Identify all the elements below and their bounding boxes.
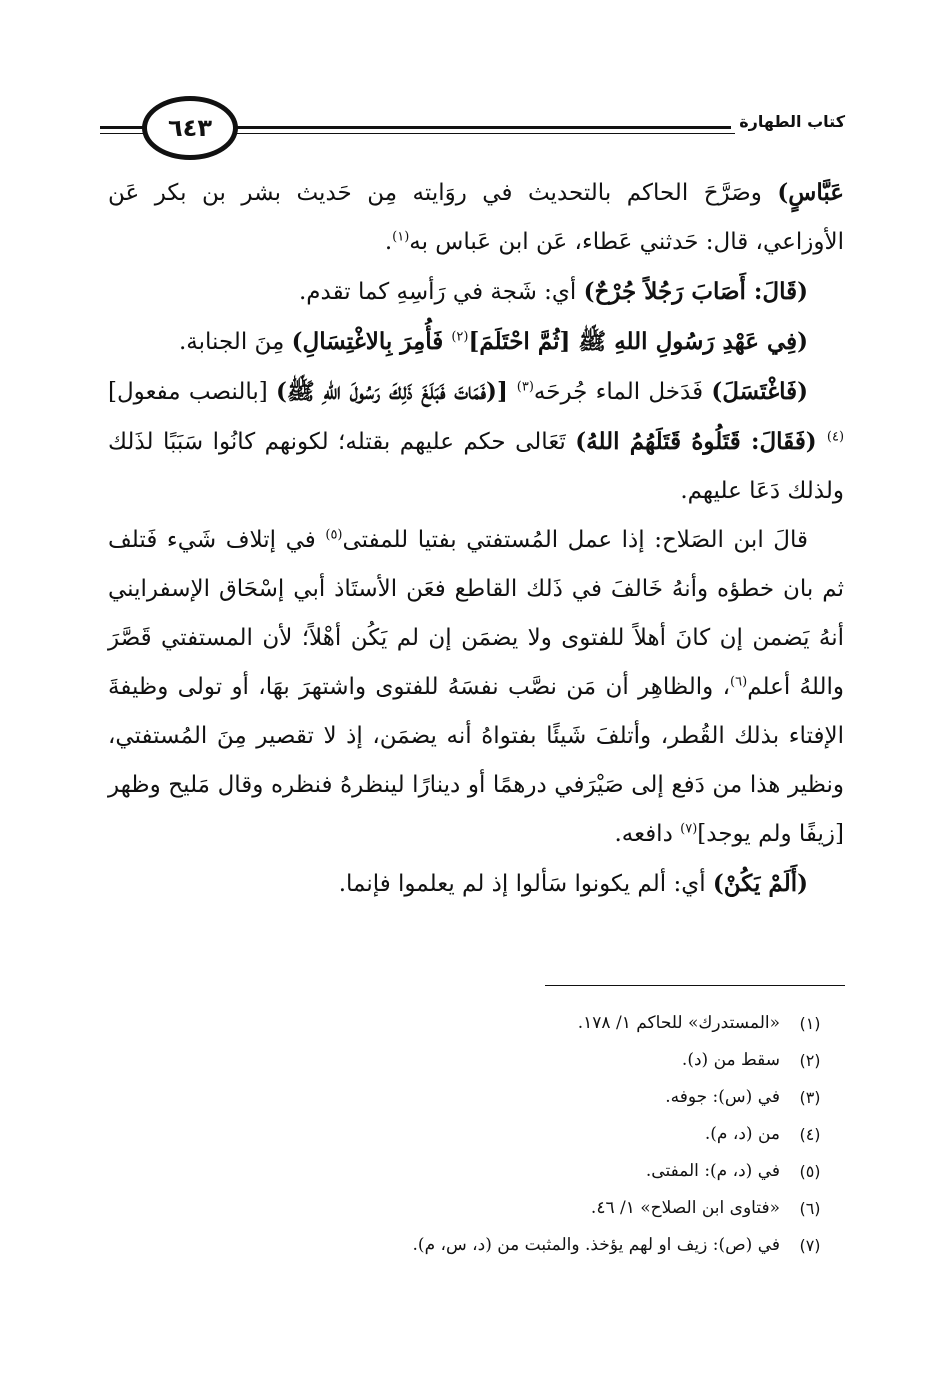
footnote-text: «فتاوى ابن الصلاح» ١/ ٤٦. [590, 1198, 780, 1218]
text-span: فَدَخل الماء جُرحَه [533, 379, 712, 405]
text-bold: (فَاغْتَسَلَ) [711, 378, 808, 405]
page-header [100, 92, 845, 172]
footnote-item [108, 1005, 828, 1042]
text-span: مِنَ الجنابة. [178, 329, 292, 355]
running-title: كتاب الطهارة [731, 112, 845, 131]
footnote-ref: (٣) [516, 379, 534, 395]
text-span: أي: ألم يكونوا سَألوا إذ لم يعلموا فإنما. [338, 871, 713, 897]
text-bold: (قَالَ: أَصَابَ رَجُلاً جُرْحٌ) [583, 278, 808, 305]
footnote-number: (٧) [799, 1236, 821, 1255]
page-number-frame [142, 96, 238, 160]
text-bold: [(فَمَاتَ فَبَلَغَ ذَلِكَ رَسُولَ اللهِ ﷺ) [275, 378, 517, 405]
text-bold: (أَلَمْ يَكُنْ) [712, 870, 808, 897]
footnote-item [108, 1042, 828, 1079]
text-span: . [384, 229, 393, 255]
text-span: قالَ ابن الصَلاح: إذا عمل المُستفتي بفتيا للمفتى [342, 527, 808, 553]
paragraph-5 [108, 516, 844, 859]
footnote-item [108, 1116, 828, 1153]
footnote-ref: (٥) [325, 527, 343, 543]
footnote-number: (٣) [799, 1088, 821, 1107]
footnote-text: سقط من (د). [681, 1050, 780, 1070]
footnote-number: (١) [799, 1014, 821, 1033]
footnote-text: «المستدرك» للحاكم ١/ ١٧٨. [577, 1013, 780, 1033]
footnote-ref: (١) [392, 229, 410, 245]
footnote-separator [545, 985, 845, 986]
footnote-text: من (د، م). [704, 1124, 780, 1144]
text-bold: فَأُمِرَ بِالاغْتِسَالِ) [291, 328, 452, 355]
page-number: ٦٤٣ [168, 114, 212, 142]
footnote-number: (٦) [799, 1199, 821, 1218]
footnote-text: في (س): جوفه. [665, 1087, 780, 1107]
footnote-text: في (د، م): المفتى. [645, 1161, 780, 1181]
text-bold: عَبَّاسٍ) [777, 179, 844, 206]
footnote-ref: (٦) [730, 674, 748, 690]
footnote-item [108, 1153, 828, 1190]
footnote-number: (٤) [799, 1125, 821, 1144]
main-text [108, 168, 844, 909]
paragraph-2 [108, 267, 844, 317]
paragraph-1 [108, 168, 844, 267]
footnote-item [108, 1079, 828, 1116]
text-bold: (فِي عَهْدِ رَسُولِ اللهِ ﷺ [578, 328, 808, 355]
text-span: ، والظاهِر أن مَن نصَّب نفسَهُ للفتوى واشتهرَ بهَا، أو تولى وظيفةَ الإفتاء بذلك القُطر، وأتلفَ شَيئًا بفتواهُ أنه يضمَن، إذ لا تقصير مِنَ المُستفتي، ونظير هذا من دَفع إلى صَيْرَفي درهمًا أو دينارًا لينظرهُ فنظره وقال مَليح وظهر [زيفًا ولم يوجد] [108, 674, 844, 847]
footnotes [108, 1005, 828, 1264]
footnote-text: في (ص): زيف او لهم يؤخذ. والمثبت من (د، س، م). [412, 1235, 780, 1255]
paragraph-3 [108, 317, 844, 367]
paragraph-6 [108, 859, 844, 909]
text-span: تَعَالى حكم عليهم بقتله؛ لكونهم كانُوا سَبَبًا لذَلك ولذلك دَعَا عليهم. [108, 429, 844, 504]
text-span: [بالنصب مفعول] [108, 379, 276, 405]
text-bold: [ثُمَّ احْتَلَمَ] [468, 328, 579, 355]
footnote-number: (٥) [799, 1162, 821, 1181]
footnote-item [108, 1227, 828, 1264]
footnote-number: (٢) [799, 1051, 821, 1070]
footnote-ref: (٧) [680, 821, 698, 837]
text-span: وصَرَّحَ الحاكم بالتحديث في روَايته مِن حَديث بشر بن بكر عَن الأوزاعي، قال: حَدثني عَطاء، عَن ابن عَباس به [108, 180, 844, 255]
text-span: دافعه. [614, 821, 681, 847]
footnote-ref: (٤) [826, 429, 845, 445]
footnote-item [108, 1190, 828, 1227]
text-bold: (فَقَالَ: قَتَلُوهُ قَتَلَهُمُ اللهُ) [575, 428, 827, 455]
text-span: أي: شَجة في رَأسِهِ كما تقدم. [298, 279, 584, 305]
text-span: في إتلاف شَيء فَتلف ثم بان خطؤه وأنهُ خَالفَ في ذَلك القاطع فعَن الأستَاذ أبي إسْحَاق الإسفرايني أنهُ يَضمن إن كانَ أهلاً للفتوى ولا يضمَن إن لم يَكُن أهْلاً؛ لأن المستفتي قَصَّرَ واللهُ أعلم [108, 527, 845, 700]
footnote-ref: (٢) [451, 329, 469, 345]
paragraph-4 [108, 367, 844, 516]
